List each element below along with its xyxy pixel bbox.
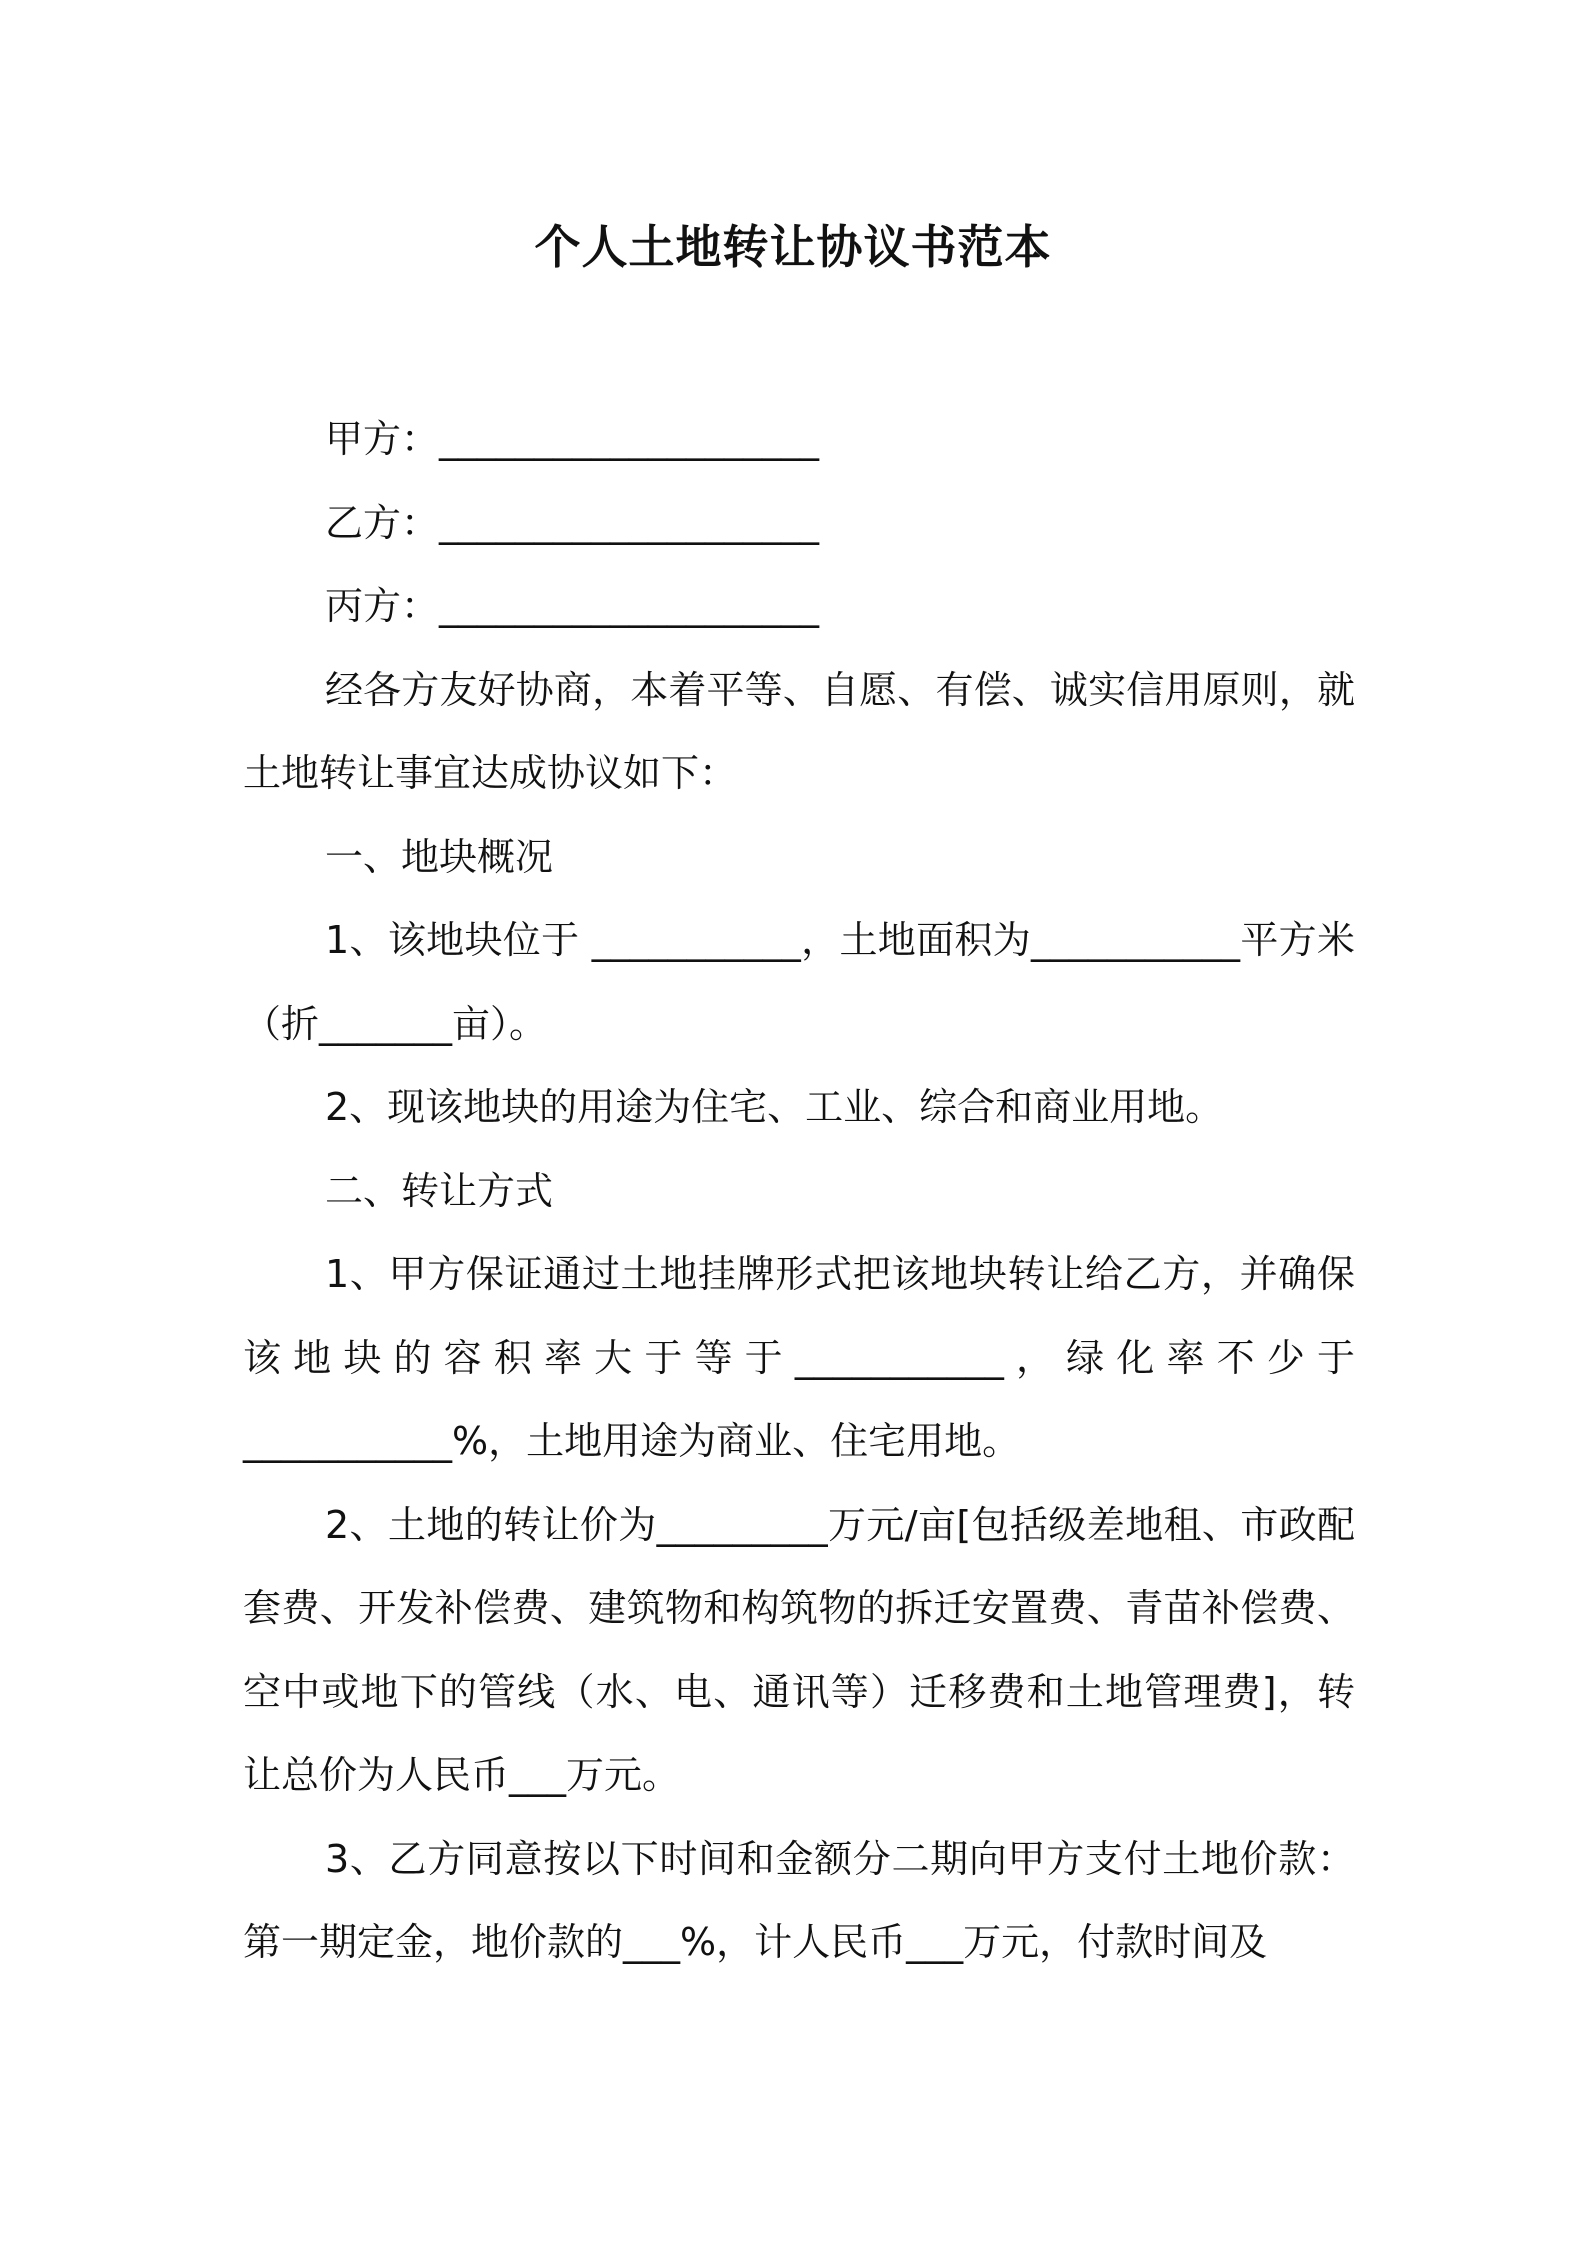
section-heading: 二、转让方式 [325, 1168, 554, 1213]
document-title: 个人土地转让协议书范本 [534, 220, 1052, 274]
clause-paragraph: 3、乙方同意按以下时间和金额分二期向甲方支付土地价款：第一期定金，地价款的___%，计人民币___万元，付款时间及 [243, 1836, 1355, 1964]
section-heading: 一、地块概况 [325, 834, 554, 879]
clause-paragraph: 2、现该地块的用途为住宅、工业、综合和商业用地。 [325, 1085, 1224, 1129]
document-body [243, 398, 1355, 1985]
clause-paragraph: 1、甲方保证通过土地挂牌形式把该地块转让给乙方，并确保该地块的容积率大于等于___________，绿化率不少于___________%，土地用途为商业、住宅用地。 [243, 1252, 1355, 1463]
party-b-line: 乙方：____________________ [325, 500, 820, 545]
party-a-line: 甲方：____________________ [325, 417, 820, 461]
clause-paragraph: 1、该地块位于 ___________，土地面积为___________平方米（折_______亩）。 [243, 918, 1355, 1046]
preamble-paragraph: 经各方友好协商，本着平等、自愿、有偿、诚实信用原则，就土地转让事宜达成协议如下： [243, 667, 1355, 795]
party-c-line: 丙方：____________________ [325, 584, 820, 628]
clause-paragraph: 2、土地的转让价为_________万元/亩[包括级差地租、市政配套费、开发补偿费、建筑物和构筑物的拆迁安置费、青苗补偿费、空中或地下的管线（水、电、通讯等）迁移费和土地管理费]，转让总价为人民币___万元。 [243, 1502, 1355, 1797]
